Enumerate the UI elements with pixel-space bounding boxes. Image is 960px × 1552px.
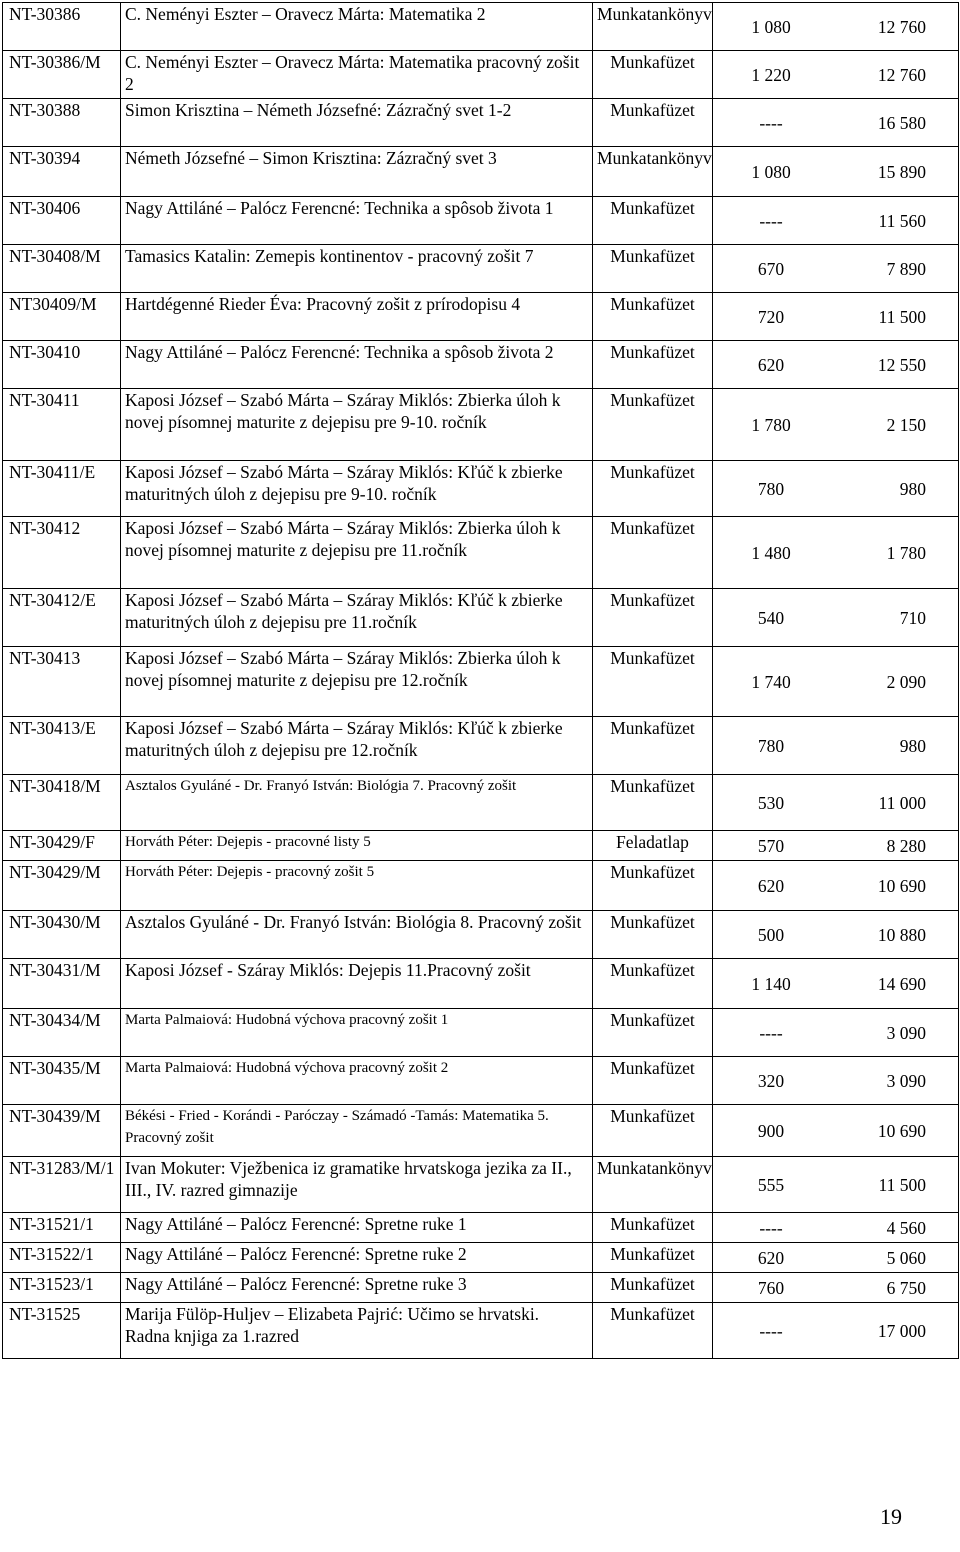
product-type: Munkafüzet xyxy=(593,1213,713,1243)
table-row xyxy=(3,1009,959,1057)
price-value: 710 xyxy=(899,607,926,628)
product-type: Munkafüzet xyxy=(593,389,713,461)
first-value: 1 780 xyxy=(751,414,791,435)
product-code: NT-30388 xyxy=(3,99,121,147)
price-value: 2 150 xyxy=(886,414,926,435)
product-code: NT-30418/M xyxy=(3,775,121,831)
product-code: NT-31283/M/1 xyxy=(3,1157,121,1213)
product-title: Kaposi József – Szabó Márta – Száray Miklós: Zbierka úloh k novej písomnej maturite z dejepisu pre 12.ročník xyxy=(121,647,593,717)
product-type: Munkafüzet xyxy=(593,717,713,775)
product-type: Munkafüzet xyxy=(593,51,713,99)
product-type: Munkafüzet xyxy=(593,1243,713,1273)
product-values xyxy=(713,1213,959,1243)
product-values xyxy=(713,717,959,775)
price-value: 12 760 xyxy=(877,64,926,85)
product-title: Békési - Fried - Korándi - Paróczay - Számadó -Tamás: Matematika 5. Pracovný zošit xyxy=(121,1105,593,1157)
product-values xyxy=(713,461,959,517)
price-value: 5 060 xyxy=(886,1247,926,1268)
price-value: 16 580 xyxy=(877,112,926,133)
product-title: C. Neményi Eszter – Oravecz Márta: Matematika pracovný zošit 2 xyxy=(121,51,593,99)
table-row xyxy=(3,959,959,1009)
product-code: NT-30410 xyxy=(3,341,121,389)
product-title: Nagy Attiláné – Palócz Ferencné: Technika a spôsob života 2 xyxy=(121,341,593,389)
product-values xyxy=(713,1157,959,1213)
product-type: Munkafüzet xyxy=(593,1009,713,1057)
first-value: ---- xyxy=(759,210,783,231)
product-code: NT-30408/M xyxy=(3,245,121,293)
product-values xyxy=(713,959,959,1009)
price-value: 10 880 xyxy=(877,924,926,945)
price-value: 17 000 xyxy=(877,1320,926,1341)
product-values xyxy=(713,51,959,99)
product-title: Marija Fülöp-Huljev – Elizabeta Pajrić: Učimo se hrvatski. Radna knjiga za 1.razred xyxy=(121,1303,593,1359)
table-row xyxy=(3,389,959,461)
product-type: Munkatankönyv xyxy=(593,1157,713,1213)
first-value: 540 xyxy=(757,607,785,628)
product-values xyxy=(713,775,959,831)
price-value: 10 690 xyxy=(877,875,926,896)
first-value: ---- xyxy=(759,112,783,133)
first-value: 620 xyxy=(757,875,785,896)
product-title: Kaposi József – Szabó Márta – Száray Miklós: Kľúč k zbierke maturitných úloh z dejepisu pre 12.ročník xyxy=(121,717,593,775)
product-values xyxy=(713,517,959,589)
product-title: Nagy Attiláné – Palócz Ferencné: Spretne ruke 2 xyxy=(121,1243,593,1273)
price-value: 8 280 xyxy=(886,835,926,856)
table-row xyxy=(3,517,959,589)
table-row xyxy=(3,589,959,647)
product-values xyxy=(713,911,959,959)
product-code: NT-30435/M xyxy=(3,1057,121,1105)
product-code: NT-30386 xyxy=(3,3,121,51)
catalog-body xyxy=(3,3,959,1359)
table-row xyxy=(3,1303,959,1359)
table-row xyxy=(3,1157,959,1213)
product-title: Horváth Péter: Dejepis - pracovné listy 5 xyxy=(121,831,593,861)
product-values xyxy=(713,1057,959,1105)
price-value: 11 560 xyxy=(878,210,926,231)
price-value: 6 750 xyxy=(886,1277,926,1298)
product-type: Munkafüzet xyxy=(593,461,713,517)
table-row xyxy=(3,1213,959,1243)
product-code: NT-31525 xyxy=(3,1303,121,1359)
product-title: Nagy Attiláné – Palócz Ferencné: Technika a spôsob života 1 xyxy=(121,197,593,245)
product-type: Munkafüzet xyxy=(593,647,713,717)
product-title: Nagy Attiláné – Palócz Ferencné: Spretne ruke 3 xyxy=(121,1273,593,1303)
table-row xyxy=(3,51,959,99)
table-row xyxy=(3,245,959,293)
table-row xyxy=(3,717,959,775)
product-code: NT-30434/M xyxy=(3,1009,121,1057)
product-values xyxy=(713,341,959,389)
product-type: Munkafüzet xyxy=(593,911,713,959)
first-value: 670 xyxy=(757,258,785,279)
product-type: Munkafüzet xyxy=(593,1303,713,1359)
product-title: Németh Józsefné – Simon Krisztina: Zázračný svet 3 xyxy=(121,147,593,197)
product-values xyxy=(713,1303,959,1359)
first-value: 780 xyxy=(757,735,785,756)
product-type: Munkafüzet xyxy=(593,1105,713,1157)
first-value: 320 xyxy=(757,1070,785,1091)
product-title: Simon Krisztina – Németh Józsefné: Zázračný svet 1-2 xyxy=(121,99,593,147)
product-code: NT-30411/E xyxy=(3,461,121,517)
table-row xyxy=(3,1057,959,1105)
product-type: Munkafüzet xyxy=(593,293,713,341)
product-code: NT-30439/M xyxy=(3,1105,121,1157)
product-title: Kaposi József – Szabó Márta – Száray Miklós: Zbierka úloh k novej písomnej maturite z dejepisu pre 11.ročník xyxy=(121,517,593,589)
product-title: Kaposi József – Szabó Márta – Száray Miklós: Kľúč k zbierke maturitných úloh z dejepisu pre 9-10. ročník xyxy=(121,461,593,517)
first-value: 720 xyxy=(757,306,785,327)
product-code: NT-30413/E xyxy=(3,717,121,775)
product-code: NT-30386/M xyxy=(3,51,121,99)
price-value: 3 090 xyxy=(886,1022,926,1043)
price-value: 14 690 xyxy=(877,973,926,994)
product-type: Munkafüzet xyxy=(593,245,713,293)
product-title: Marta Palmaiová: Hudobná výchova pracovný zošit 2 xyxy=(121,1057,593,1105)
product-code: NT-31522/1 xyxy=(3,1243,121,1273)
product-code: NT-30412 xyxy=(3,517,121,589)
price-value: 7 890 xyxy=(886,258,926,279)
first-value: 1 220 xyxy=(751,64,791,85)
table-row xyxy=(3,3,959,51)
first-value: 500 xyxy=(757,924,785,945)
product-values xyxy=(713,861,959,911)
price-value: 3 090 xyxy=(886,1070,926,1091)
product-type: Munkafüzet xyxy=(593,1273,713,1303)
product-type: Munkafüzet xyxy=(593,517,713,589)
product-code: NT30409/M xyxy=(3,293,121,341)
table-row xyxy=(3,647,959,717)
table-row xyxy=(3,147,959,197)
price-value: 11 500 xyxy=(878,1174,926,1195)
product-type: Munkatankönyv xyxy=(593,3,713,51)
product-code: NT-31521/1 xyxy=(3,1213,121,1243)
product-type: Munkafüzet xyxy=(593,861,713,911)
price-value: 2 090 xyxy=(886,671,926,692)
product-title: C. Neményi Eszter – Oravecz Márta: Matematika 2 xyxy=(121,3,593,51)
product-values xyxy=(713,147,959,197)
first-value: 1 080 xyxy=(751,16,791,37)
product-code: NT-30430/M xyxy=(3,911,121,959)
first-value: 1 080 xyxy=(751,161,791,182)
price-value: 15 890 xyxy=(877,161,926,182)
price-value: 980 xyxy=(899,735,926,756)
catalog-table xyxy=(2,2,959,1359)
product-code: NT-30429/M xyxy=(3,861,121,911)
first-value: 620 xyxy=(757,354,785,375)
table-row xyxy=(3,1105,959,1157)
product-values xyxy=(713,293,959,341)
table-row xyxy=(3,293,959,341)
first-value: ---- xyxy=(759,1320,783,1341)
first-value: 620 xyxy=(757,1247,785,1268)
product-values xyxy=(713,197,959,245)
first-value: 1 140 xyxy=(751,973,791,994)
product-code: NT-30411 xyxy=(3,389,121,461)
product-title: Asztalos Gyuláné - Dr. Franyó István: Biológia 7. Pracovný zošit xyxy=(121,775,593,831)
first-value: 570 xyxy=(757,835,785,856)
first-value: 1 480 xyxy=(751,542,791,563)
product-values xyxy=(713,389,959,461)
first-value: 530 xyxy=(757,792,785,813)
table-row xyxy=(3,861,959,911)
first-value: 780 xyxy=(757,478,785,499)
product-values xyxy=(713,831,959,861)
table-row xyxy=(3,341,959,389)
price-value: 4 560 xyxy=(886,1217,926,1238)
table-row xyxy=(3,831,959,861)
product-code: NT-30413 xyxy=(3,647,121,717)
product-code: NT-30394 xyxy=(3,147,121,197)
first-value: 555 xyxy=(757,1174,785,1195)
product-type: Munkafüzet xyxy=(593,775,713,831)
product-title: Horváth Péter: Dejepis - pracovný zošit 5 xyxy=(121,861,593,911)
product-code: NT-30431/M xyxy=(3,959,121,1009)
product-code: NT-30412/E xyxy=(3,589,121,647)
table-row xyxy=(3,99,959,147)
product-type: Munkafüzet xyxy=(593,197,713,245)
product-code: NT-30406 xyxy=(3,197,121,245)
first-value: ---- xyxy=(759,1217,783,1238)
product-title: Ivan Mokuter: Vježbenica iz gramatike hrvatskoga jezika za II., III., IV. razred gimnazije xyxy=(121,1157,593,1213)
product-values xyxy=(713,99,959,147)
table-row xyxy=(3,461,959,517)
product-title: Asztalos Gyuláné - Dr. Franyó István: Biológia 8. Pracovný zošit xyxy=(121,911,593,959)
product-type: Munkafüzet xyxy=(593,1057,713,1105)
first-value: 1 740 xyxy=(751,671,791,692)
price-value: 980 xyxy=(899,478,926,499)
product-values xyxy=(713,245,959,293)
product-title: Marta Palmaiová: Hudobná výchova pracovný zošit 1 xyxy=(121,1009,593,1057)
product-type: Munkafüzet xyxy=(593,341,713,389)
product-type: Munkafüzet xyxy=(593,589,713,647)
product-code: NT-30429/F xyxy=(3,831,121,861)
product-values xyxy=(713,1273,959,1303)
price-value: 10 690 xyxy=(877,1120,926,1141)
product-values xyxy=(713,1009,959,1057)
product-title: Kaposi József - Száray Miklós: Dejepis 11.Pracovný zošit xyxy=(121,959,593,1009)
price-value: 12 550 xyxy=(877,354,926,375)
table-row xyxy=(3,775,959,831)
product-title: Kaposi József – Szabó Márta – Száray Miklós: Kľúč k zbierke maturitných úloh z dejepisu pre 11.ročník xyxy=(121,589,593,647)
product-type: Feladatlap xyxy=(593,831,713,861)
product-type: Munkatankönyv xyxy=(593,147,713,197)
price-value: 11 500 xyxy=(878,306,926,327)
product-code: NT-31523/1 xyxy=(3,1273,121,1303)
product-title: Hartdégenné Rieder Éva: Pracovný zošit z prírodopisu 4 xyxy=(121,293,593,341)
table-row xyxy=(3,197,959,245)
price-value: 11 000 xyxy=(878,792,926,813)
table-row xyxy=(3,1243,959,1273)
product-values xyxy=(713,3,959,51)
first-value: 760 xyxy=(757,1277,785,1298)
product-type: Munkafüzet xyxy=(593,99,713,147)
price-value: 12 760 xyxy=(877,16,926,37)
product-values xyxy=(713,1105,959,1157)
product-values xyxy=(713,647,959,717)
table-row xyxy=(3,911,959,959)
product-title: Nagy Attiláné – Palócz Ferencné: Spretne ruke 1 xyxy=(121,1213,593,1243)
page-number: 19 xyxy=(880,1504,902,1529)
product-title: Kaposi József – Szabó Márta – Száray Miklós: Zbierka úloh k novej písomnej maturite z dejepisu pre 9-10. ročník xyxy=(121,389,593,461)
table-row xyxy=(3,1273,959,1303)
product-title: Tamasics Katalin: Zemepis kontinentov - pracovný zošit 7 xyxy=(121,245,593,293)
first-value: 900 xyxy=(757,1120,785,1141)
product-values xyxy=(713,589,959,647)
first-value: ---- xyxy=(759,1022,783,1043)
product-values xyxy=(713,1243,959,1273)
price-value: 1 780 xyxy=(886,542,926,563)
product-type: Munkafüzet xyxy=(593,959,713,1009)
